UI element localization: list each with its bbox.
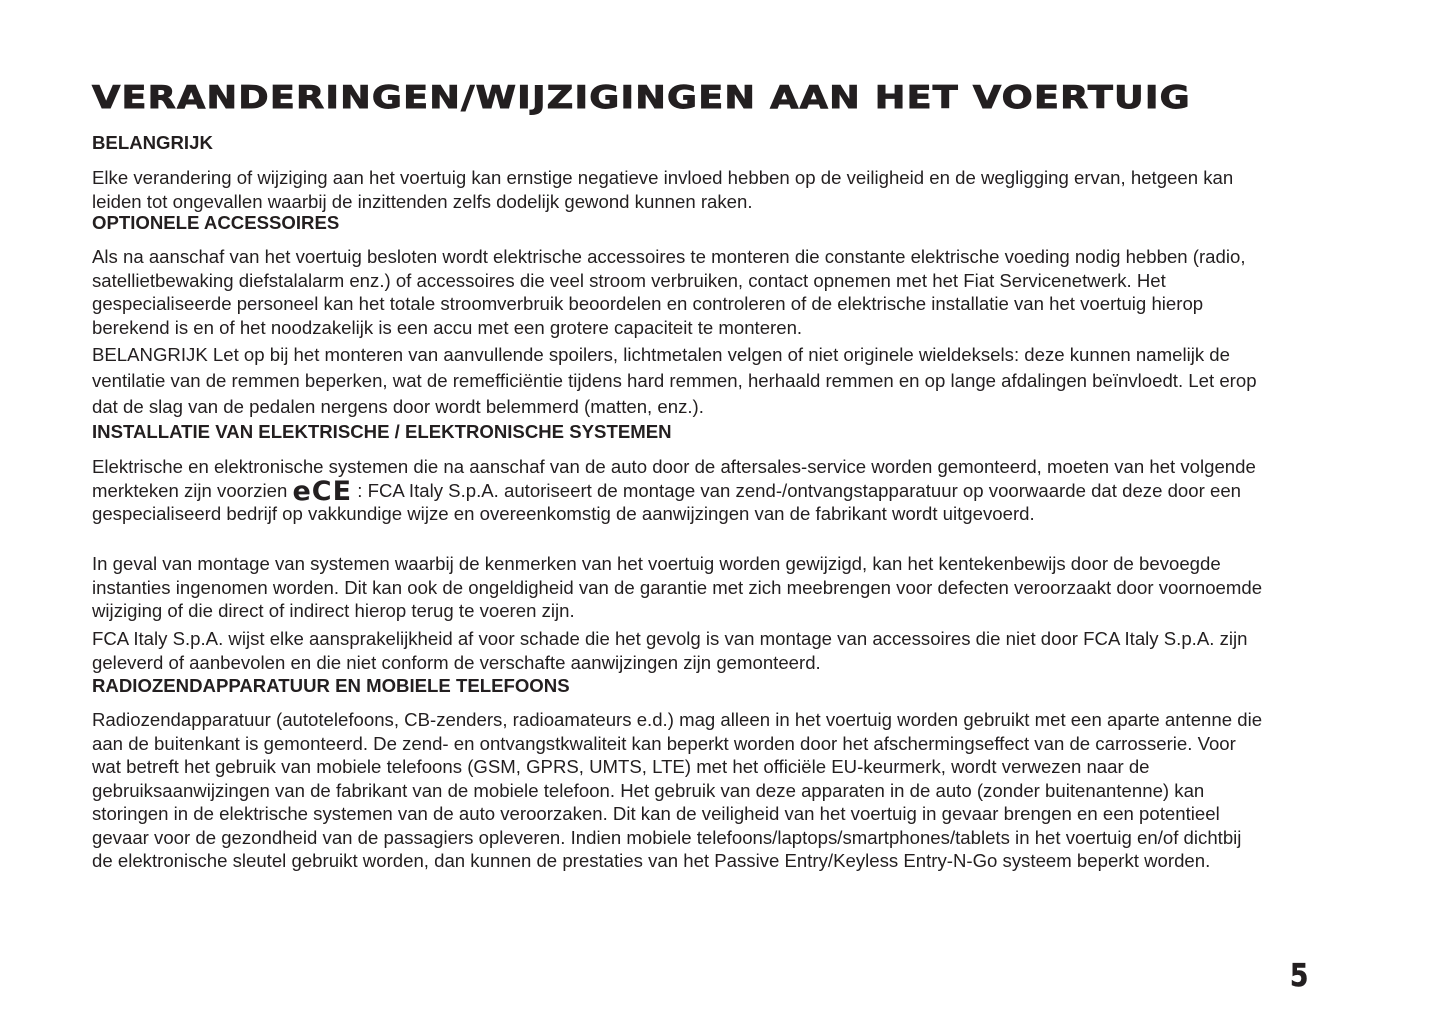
optionele-accessoires-paragraph: Als na aanschaf van het voertuig besloten wordt elektrische accessoires te monteren die constante elektrische voeding nodig hebben (radio, satellietbewaking diefstalalarm enz.) of accessoires die veel stroom verbruiken, contact opnemen met het Fiat Servicenetwerk. Het gespecialiseerde personeel kan het totale stroomverbruik beoordelen en controleren of de elektrische installatie van het voertuig hierop berekend is en of het noodzakelijk is een accu met een grotere capaciteit te monteren. bbox=[92, 246, 1246, 338]
belangrijk-spoilers-paragraph: BELANGRIJK Let op bij het monteren van aanvullende spoilers, lichtmetalen velgen of niet originele wieldeksels: deze kunnen namelijk de ventilatie van de remmen beperken, wat de remefficiëntie tijdens hard remmen, herhaald remmen en op lange afdalingen beïnvloedt. Let erop dat de slag van de pedalen nergens door wordt belemmerd (matten, enz.). bbox=[92, 344, 1257, 417]
installatie-paragraph bbox=[92, 455, 1267, 526]
installatie-text-after-mark: : FCA Italy S.p.A. autoriseert de montage van zend-/ontvangstapparatuur op voorwaarde dat deze door een gespecialiseerd bedrijf op vakkundige wijze en overeenkomstig de aanwijzingen van de fabrikant wordt uitgevoerd. bbox=[92, 479, 1241, 524]
section-heading-optionele-accessoires: OPTIONELE ACCESSOIRES bbox=[92, 212, 340, 233]
installatie-text-before-mark: Elektrische en elektronische systemen die na aanschaf van de auto door de aftersales-service worden gemonteerd, moeten van het volgende merkteken zijn voorzien bbox=[92, 456, 1256, 501]
installatie-kentekenbewijs-paragraph: In geval van montage van systemen waarbij de kenmerken van het voertuig worden gewijzigd, kan het kentekenbewijs door de bevoegde instanties ingenomen worden. Dit kan ook de ongeldigheid van de garantie met zich meebrengen voor defecten veroorzaakt door voornoemde wijziging of die direct of indirect hierop terug te voeren zijn. bbox=[92, 553, 1263, 621]
belangrijk-paragraph: Elke verandering of wijziging aan het voertuig kan ernstige negatieve invloed hebben op de veiligheid en de wegligging ervan, hetgeen kan leiden tot ongevallen waarbij de inzittenden zelfs dodelijk gewond kunnen raken. bbox=[92, 167, 1234, 212]
installatie-aansprakelijkheid-paragraph: FCA Italy S.p.A. wijst elke aansprakelijkheid af voor schade die het gevolg is van montage van accessoires die niet door FCA Italy S.p.A. zijn geleverd of aanbevolen en die niet conform de verschafte aanwijzingen zijn gemonteerd. bbox=[92, 628, 1248, 673]
section-heading-radiozendapparatuur: RADIOZENDAPPARATUUR EN MOBIELE TELEFOONS bbox=[92, 675, 570, 696]
page-number: 5 bbox=[1290, 958, 1309, 994]
e-ce-mark-icon: eCE bbox=[292, 475, 353, 507]
section-heading-installatie: INSTALLATIE VAN ELEKTRISCHE / ELEKTRONISCHE SYSTEMEN bbox=[92, 421, 672, 442]
section-heading-belangrijk: BELANGRIJK bbox=[92, 132, 213, 153]
page-title: VERANDERINGEN/WIJZIGINGEN AAN HET VOERTUIG bbox=[92, 80, 1191, 116]
radiozendapparatuur-paragraph: Radiozendapparatuur (autotelefoons, CB-zenders, radioamateurs e.d.) mag alleen in het voertuig worden gebruikt met een aparte antenne die aan de buitenkant is gemonteerd. De zend- en ontvangstkwaliteit kan beperkt worden door het afschermingseffect van de carrosserie. Voor wat betreft het gebruik van mobiele telefoons (GSM, GPRS, UMTS, LTE) met het officiële EU-keurmerk, wordt verwezen naar de gebruiksaanwijzingen van de fabrikant van de mobiele telefoon. Het gebruik van deze apparaten in de auto (zonder buitenantenne) kan storingen in de elektrische systemen van de auto veroorzaken. Dit kan de veiligheid van het voertuig in gevaar brengen en een potentieel gevaar voor de gezondheid van de passagiers opleveren. Indien mobiele telefoons/laptops/smartphones/tablets in het voertuig en/of dichtbij de elektronische sleutel gebruikt worden, dan kunnen de prestaties van het Passive Entry/Keyless Entry-N-Go systeem beperkt worden. bbox=[92, 709, 1263, 871]
